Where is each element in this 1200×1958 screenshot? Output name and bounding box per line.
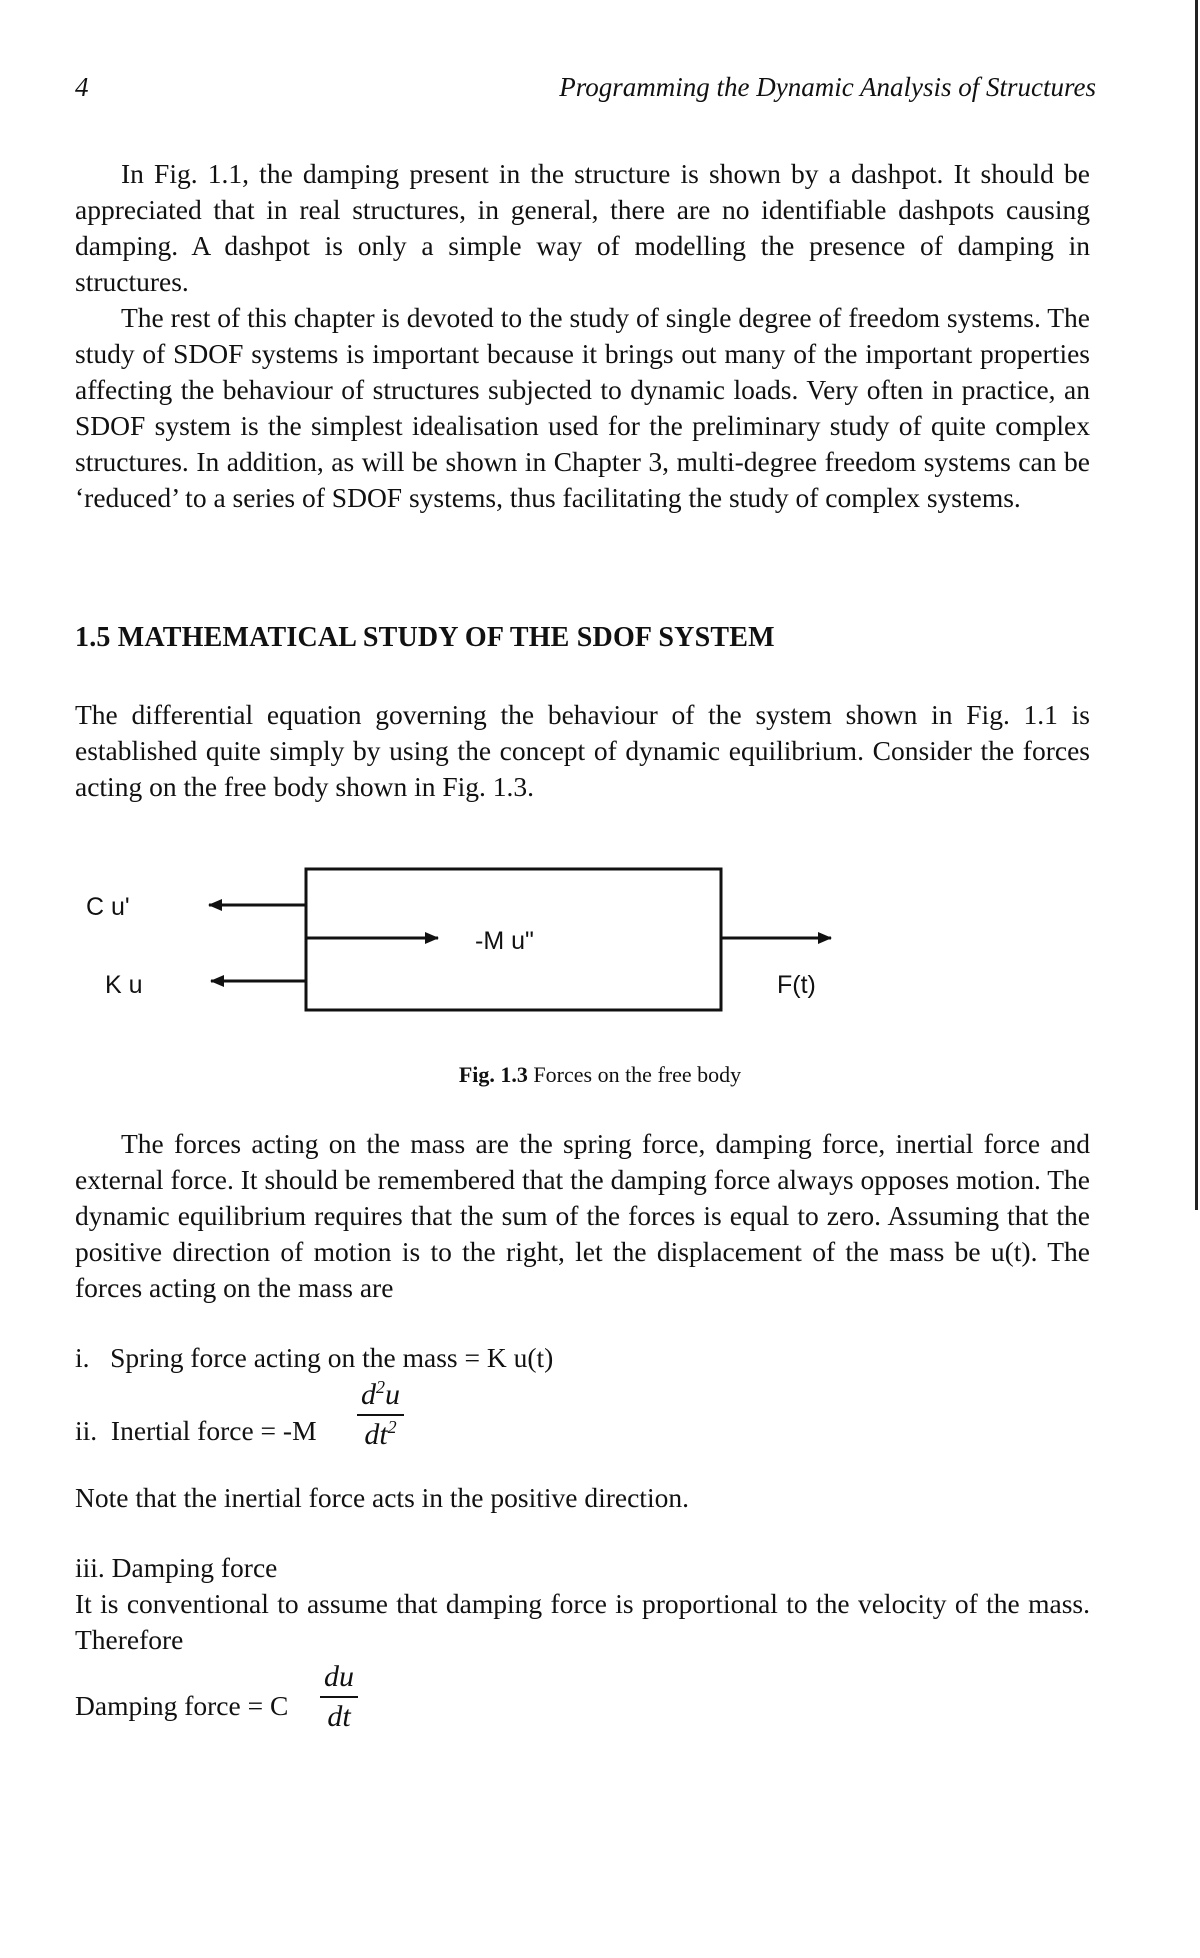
damping-numerator: du — [324, 1660, 354, 1693]
inertia-force-label: -M u" — [475, 927, 534, 955]
list-item-damping: iii. Damping force — [75, 1552, 278, 1583]
figure-caption — [0, 1062, 1200, 1088]
caption-number: Fig. 1.3 — [458, 1062, 528, 1087]
list-item-spring: i. Spring force acting on the mass = K u(t) — [75, 1342, 554, 1373]
body-paragraph: The forces acting on the mass are the spring force, damping force, inertial force and external force. It should be remembered that the damping force always opposes motion. The dynamic equilibrium requires that the sum of the forces is equal to zero. Assuming that the positive direction of motion is to the right, let the displacement of the mass be u(t). The forces acting on the mass are — [75, 1128, 1090, 1303]
intro-paragraph-1: In Fig. 1.1, the damping present in the structure is shown by a dashpot. It should be appreciated that in real structures, in general, there are no identifiable dashpots causing damping. A dashpot is only a simple way of modelling the presence of damping in structures. — [75, 158, 1090, 297]
inertial-denominator: $dt^2$ — [357, 1414, 404, 1452]
inertial-note: Note that the inertial force acts in the positive direction. — [75, 1482, 689, 1513]
spring-force-label: K u — [105, 971, 143, 999]
damping-force-equation: Damping force = C — [75, 1690, 289, 1721]
scan-edge-mark — [1192, 0, 1200, 1210]
damping-fraction — [320, 1660, 358, 1734]
free-body-figure — [75, 855, 875, 1025]
damping-force-label: C u' — [86, 893, 130, 921]
inertial-fraction — [357, 1378, 404, 1452]
external-force-label: F(t) — [777, 971, 816, 999]
section-heading: 1.5 MATHEMATICAL STUDY OF THE SDOF SYSTEM — [75, 622, 775, 653]
caption-text: Forces on the free body — [533, 1062, 742, 1087]
damping-paragraph: It is conventional to assume that damping force is proportional to the velocity of the mass. Therefore — [75, 1588, 1090, 1655]
inertial-numerator: $d^2u$ — [361, 1377, 400, 1411]
section-paragraph: The differential equation governing the behaviour of the system shown in Fig. 1.1 is established quite simply by using the concept of dynamic equilibrium. Consider the forces acting on the free body shown in Fig. 1.3. — [75, 699, 1090, 802]
list-item-inertial: ii. Inertial force = -M — [75, 1415, 317, 1446]
intro-paragraph-2: The rest of this chapter is devoted to the study of single degree of freedom systems. The study of SDOF systems is important because it brings out many of the important properties affecting the behaviour of structures subjected to dynamic loads. Very often in practice, an SDOF system is the simplest idealisation used for the preliminary study of quite complex structures. In addition, as will be shown in Chapter 3, multi-degree freedom systems can be ‘reduced’ to a series of SDOF systems, thus facilitating the study of complex systems. — [75, 302, 1090, 513]
damping-denominator: dt — [320, 1696, 358, 1734]
page-number: 4 — [75, 72, 89, 102]
running-title: Programming the Dynamic Analysis of Structures — [559, 72, 1096, 102]
